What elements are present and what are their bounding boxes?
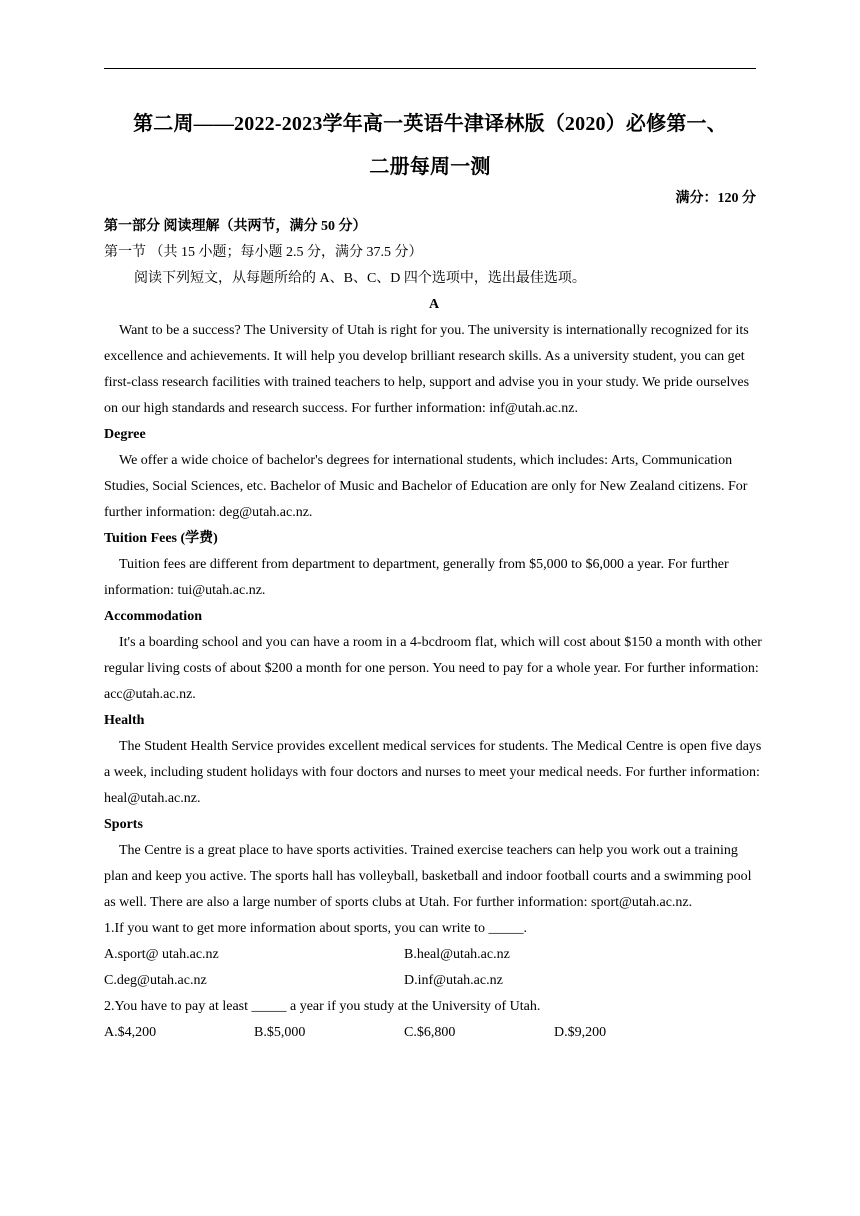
header-rule [104,68,756,69]
question-2-option-d: D.$9,200 [554,1025,607,1040]
question-1-option-d: D.inf@utah.ac.nz [404,973,503,988]
question-1-option-b: B.heal@utah.ac.nz [404,947,510,962]
exam-body [104,214,764,1046]
passage-intro: Want to be a success? The University of Utah is right for you. The university is internationally recognized for its excellence and achievements. It will help you develop brilliant research skills. As a university student, you can get first-class research facilities with trained teachers to help, support and advise you in your study. We pride ourselves on our high standards and research success. For further information: inf@utah.ac.nz. [104,323,750,416]
question-1-options-row-1 [104,942,764,968]
health-text: The Student Health Service provides excellent medical services for students. The Medical Centre is open five days a week, including student holidays with four doctors and nurses to meet your medical needs. For further information: heal@utah.ac.nz. [104,739,762,806]
title-line-2: 二册每周一测 [369,156,491,178]
total-score: 满分：120 分 [675,191,756,206]
document-page [104,0,762,1216]
section-heading: 第一节 （共 15 小题；每小题 2.5 分，满分 37.5 分） [104,245,423,260]
question-2-option-a: A.$4,200 [104,1025,157,1040]
health-heading: Health [104,713,145,728]
question-1-option-c: C.deg@utah.ac.nz [104,973,207,988]
question-2-stem: 2.You have to pay at least _____ a year if you study at the University of Utah. [104,999,541,1014]
part-heading: 第一部分 阅读理解（共两节，满分 50 分） [104,219,367,234]
page-title [94,103,766,189]
degree-text: We offer a wide choice of bachelor's degrees for international students, which includes: Arts, Communication Studies, Social Sciences, etc. Bachelor of Music and Bachelor of Education are only for New Zealand citizens. For further information: deg@utah.ac.nz. [104,453,748,520]
question-2-options [104,1020,764,1046]
title-line-1: 第二周——2022-2023学年高一英语牛津译林版（2020）必修第一、 [133,113,727,135]
degree-heading: Degree [104,427,146,442]
sports-heading: Sports [104,817,143,832]
tuition-heading: Tuition Fees (学费) [104,531,218,546]
tuition-text: Tuition fees are different from department to department, generally from $5,000 to $6,000 a year. For further information: tui@utah.ac.nz. [104,557,729,598]
passage-label: A [428,297,440,312]
accommodation-text: It's a boarding school and you can have a room in a 4-bcdroom flat, which will cost about $150 a month with other regular living costs of about $200 a month for one person. You need to pay for a whole year. For further information: acc@utah.ac.nz. [104,635,762,702]
question-1-option-a: A.sport@ utah.ac.nz [104,947,219,962]
question-1-stem: 1.If you want to get more information about sports, you can write to _____. [104,921,528,936]
instruction-text: 阅读下列短文，从每题所给的 A、B、C、D 四个选项中，选出最佳选项。 [134,271,586,286]
question-2-option-c: C.$6,800 [404,1025,456,1040]
question-1-options-row-2 [104,968,764,994]
accommodation-heading: Accommodation [104,609,202,624]
sports-text: The Centre is a great place to have sports activities. Trained exercise teachers can help you work out a training plan and keep you active. The sports hall has volleyball, basketball and indoor football courts and a swimming pool as well. There are also a large number of sports clubs at Utah. For further information: sport@utah.ac.nz. [104,843,752,910]
question-2-option-b: B.$5,000 [254,1025,306,1040]
